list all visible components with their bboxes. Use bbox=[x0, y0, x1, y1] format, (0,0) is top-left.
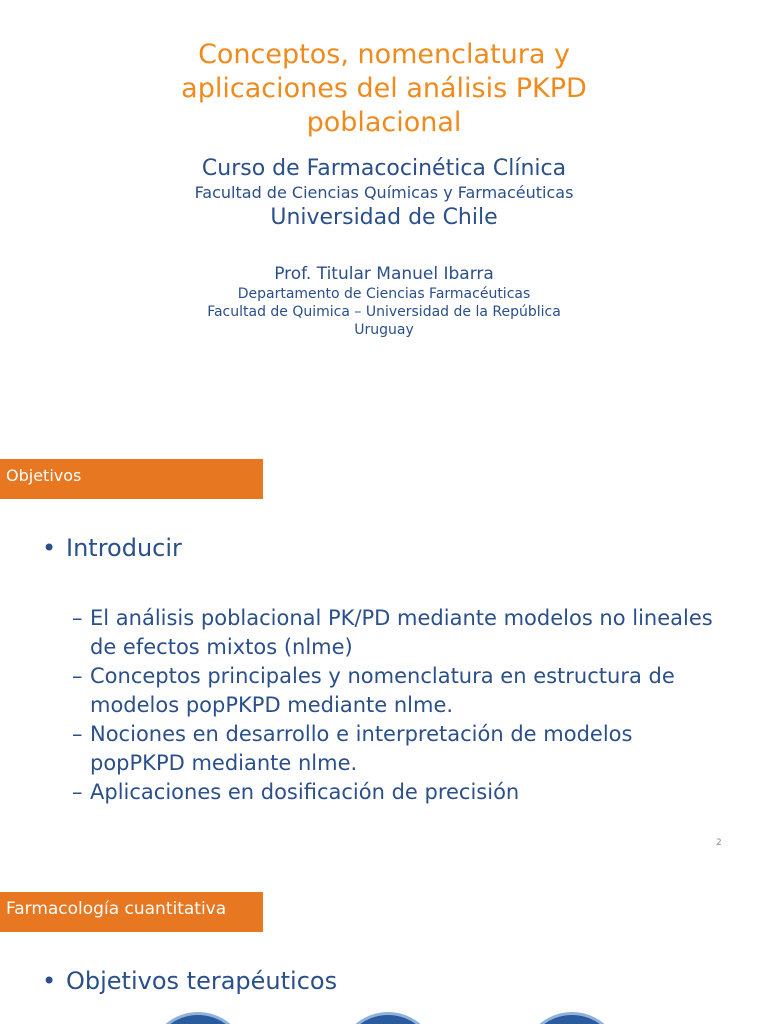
dash-icon: – bbox=[72, 664, 83, 688]
presentation-title bbox=[0, 38, 768, 140]
bullet-objetivos-terapeuticos bbox=[42, 966, 337, 996]
bullet-introducir bbox=[42, 533, 182, 563]
university-name: Universidad de Chile bbox=[270, 205, 498, 230]
list-item-text: Aplicaciones en dosificación de precisión bbox=[90, 780, 520, 804]
list-item bbox=[72, 662, 732, 720]
diagram-circle bbox=[338, 1012, 438, 1024]
author-info bbox=[0, 263, 768, 339]
title-line: poblacional bbox=[306, 107, 462, 138]
course-info bbox=[0, 155, 768, 233]
title-line: aplicaciones del análisis PKPD bbox=[181, 73, 587, 104]
title-line: Conceptos, nomenclatura y bbox=[198, 39, 570, 70]
list-item-text: Nociones en desarrollo e interpretación de modelos popPKPD mediante nlme. bbox=[90, 722, 633, 775]
bullet-dot-icon: • bbox=[42, 534, 57, 562]
list-item-text: El análisis poblacional PK/PD mediante modelos no lineales de efectos mixtos (nlme) bbox=[90, 606, 713, 659]
objectives-heading: Objetivos bbox=[0, 459, 263, 499]
country-name: Uruguay bbox=[354, 322, 414, 338]
dash-icon: – bbox=[72, 780, 83, 804]
department-name: Departamento de Ciencias Farmacéuticas bbox=[237, 286, 531, 302]
affiliation-name: Facultad de Quimica – Universidad de la República bbox=[207, 304, 561, 320]
list-item-text: Conceptos principales y nomenclatura en estructura de modelos popPKPD mediante nlme. bbox=[90, 664, 675, 717]
diagram-circles bbox=[0, 1008, 768, 1024]
diagram-circle bbox=[522, 1012, 622, 1024]
professor-name: Prof. Titular Manuel Ibarra bbox=[274, 264, 494, 284]
objectives-sublist bbox=[72, 604, 732, 807]
faculty-name: Facultad de Ciencias Químicas y Farmacéuticas bbox=[194, 183, 574, 202]
bullet-text: Introducir bbox=[66, 534, 182, 562]
dash-icon: – bbox=[72, 722, 83, 746]
bullet-text: Objetivos terapéuticos bbox=[66, 967, 338, 995]
list-item bbox=[72, 720, 732, 778]
course-name: Curso de Farmacocinética Clínica bbox=[201, 156, 567, 181]
list-item bbox=[72, 604, 732, 662]
dash-icon: – bbox=[72, 606, 83, 630]
title-slide bbox=[0, 0, 768, 440]
quantitative-pharmacology-heading: Farmacología cuantitativa bbox=[0, 892, 263, 932]
bullet-dot-icon: • bbox=[42, 967, 57, 995]
page-number: 2 bbox=[716, 838, 722, 848]
list-item bbox=[72, 778, 732, 807]
diagram-circle bbox=[148, 1012, 248, 1024]
